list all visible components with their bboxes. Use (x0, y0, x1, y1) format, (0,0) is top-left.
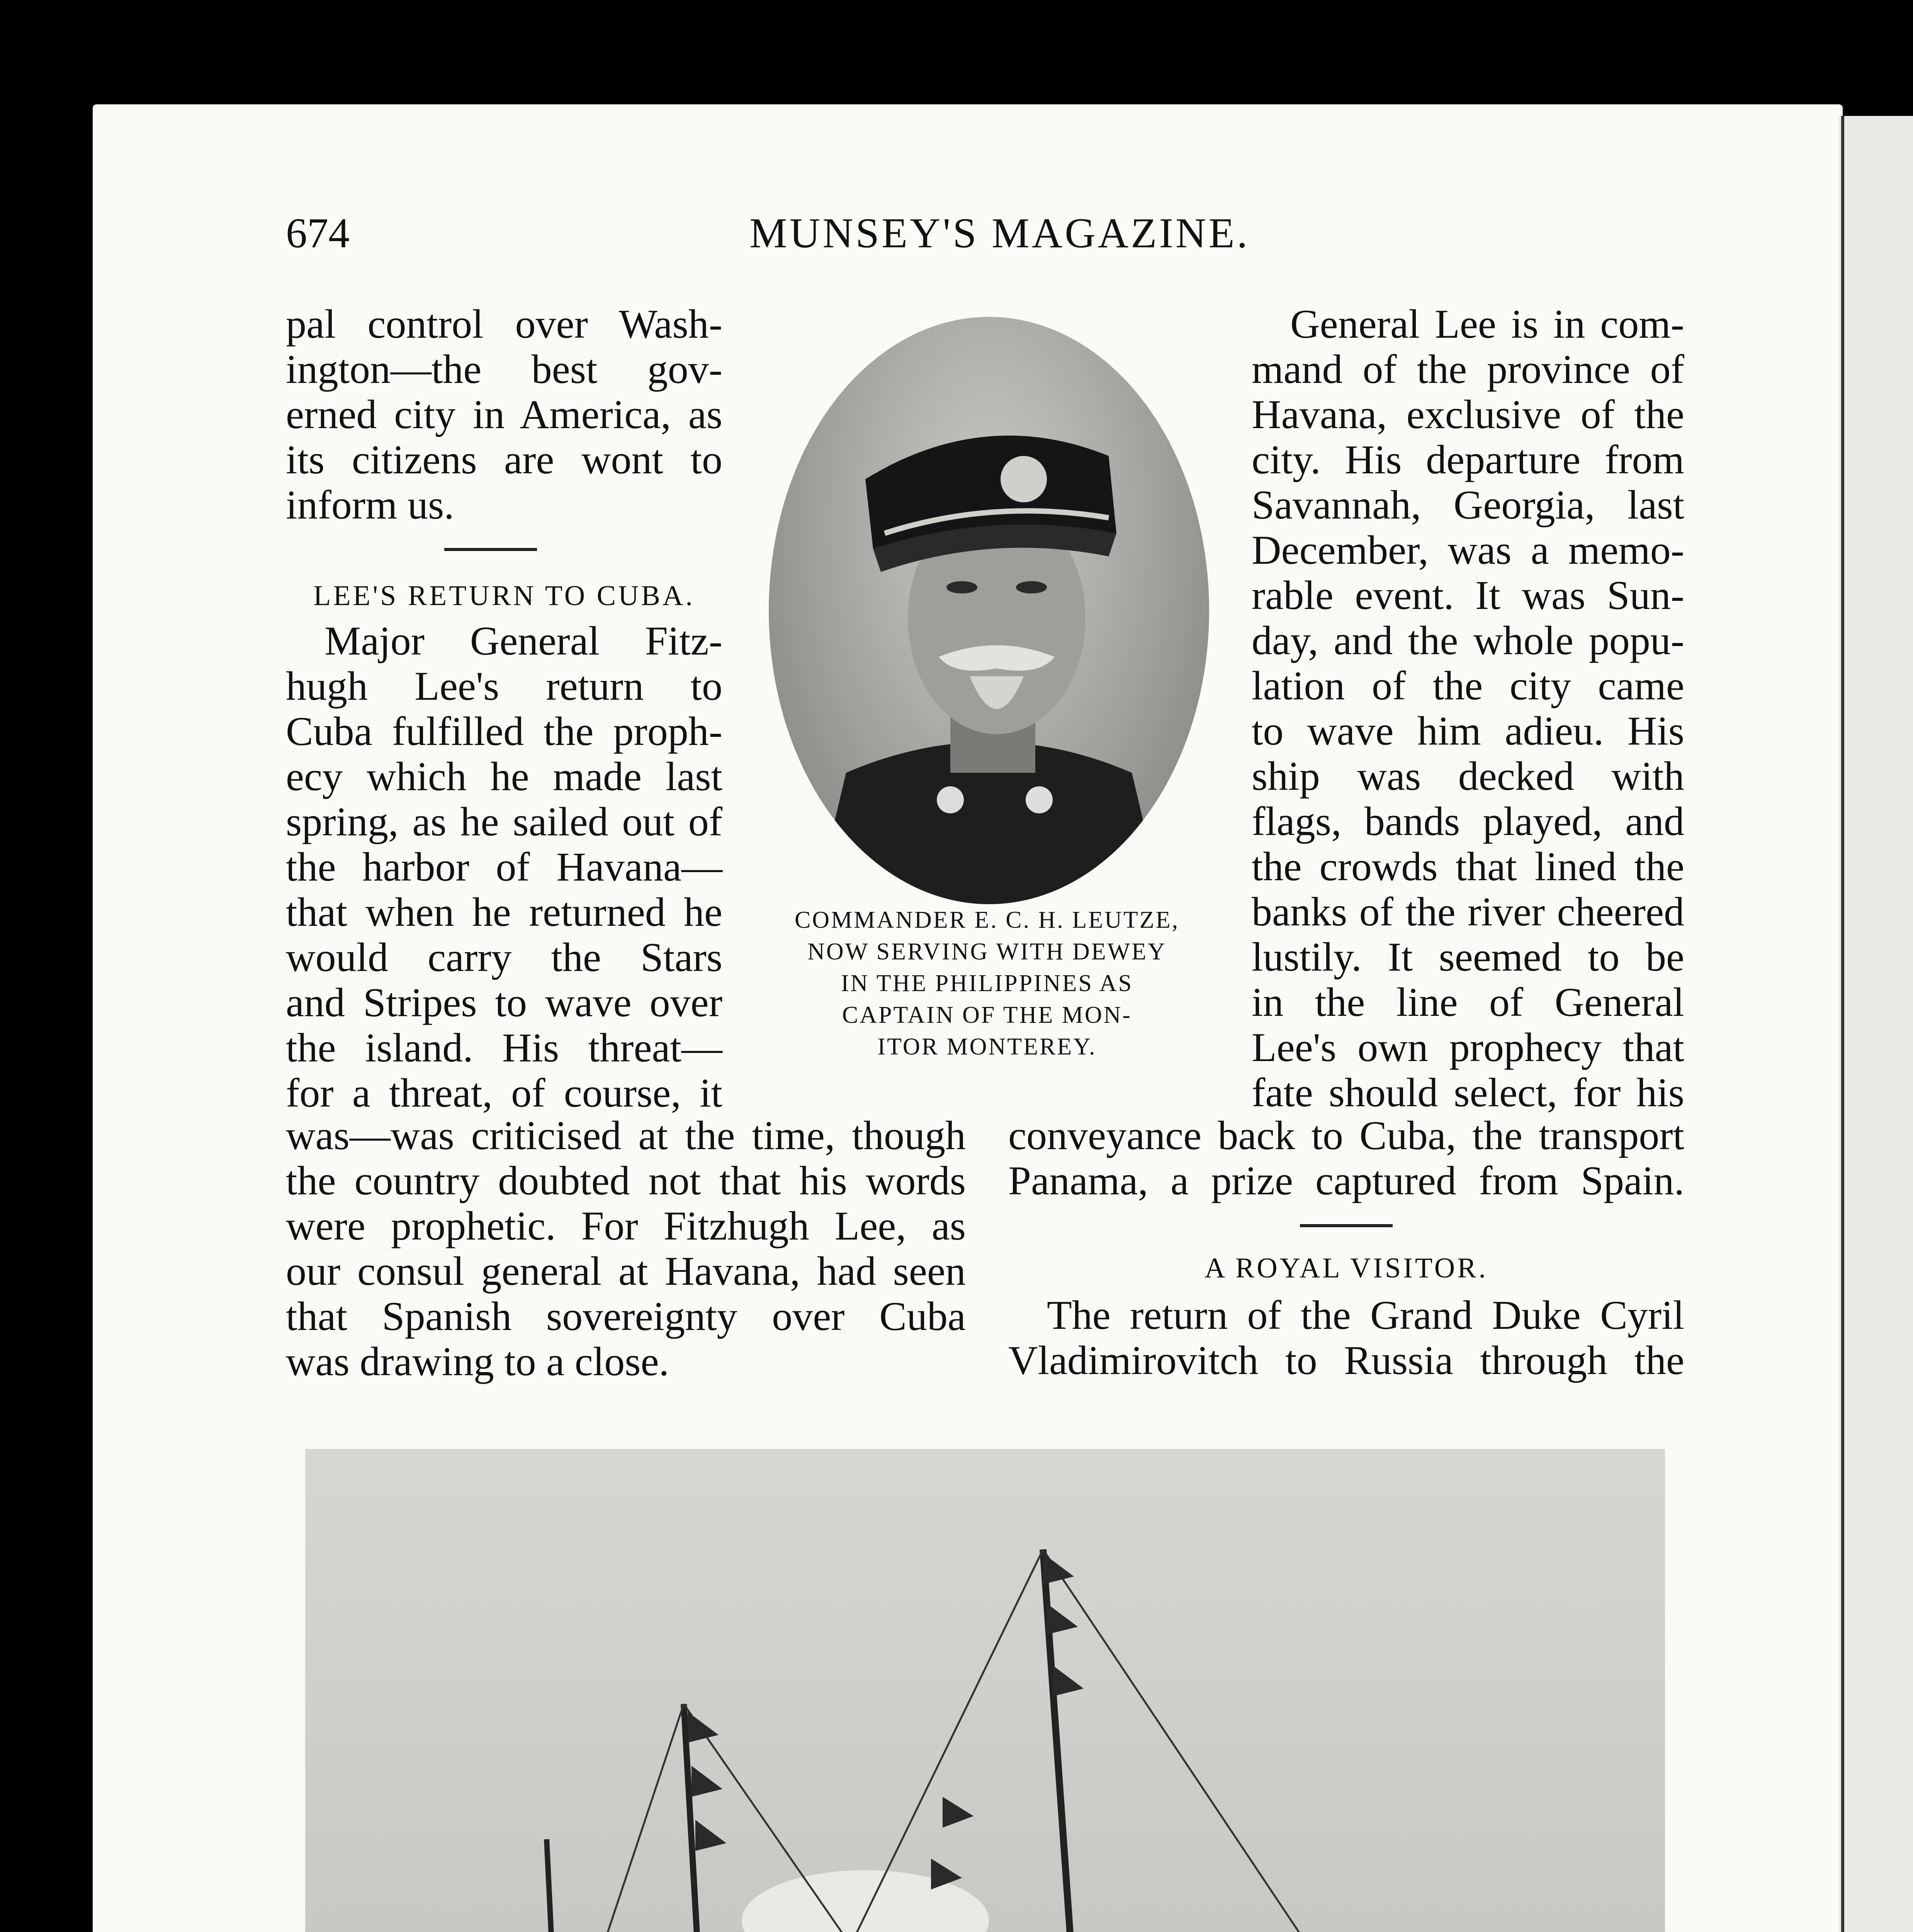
section-rule (444, 548, 537, 551)
text-line: the island. His threat— (286, 1025, 722, 1070)
section-heading-royal: A ROYAL VISITOR. (1205, 1252, 1488, 1284)
text-line: Savannah, Georgia, last (1252, 482, 1684, 527)
text-line: ecy which he made last (286, 754, 722, 799)
text-line: the country doubted not that his words (286, 1158, 966, 1203)
section-heading-lee: LEE'S RETURN TO CUBA. (313, 580, 695, 612)
text-line: its citizens are wont to (286, 437, 722, 482)
caption-line: IN THE PHILIPPINES AS (841, 970, 1133, 997)
text-line: lustily. It seemed to be (1252, 934, 1684, 980)
text-line: the crowds that lined the (1252, 844, 1684, 889)
text-line: inform us. (286, 482, 454, 527)
running-title: MUNSEY'S MAGAZINE. (749, 209, 1250, 257)
text-line: mand of the province of (1252, 347, 1684, 392)
text-line: The return of the Grand Duke Cyril (1047, 1293, 1684, 1338)
left-column (286, 301, 722, 527)
text-line: was drawing to a close. (286, 1339, 669, 1384)
text-line: flags, bands played, and (1252, 799, 1684, 844)
text-line: ship was decked with (1252, 753, 1684, 799)
text-line: Havana, exclusive of the (1252, 392, 1684, 437)
text-line: banks of the river cheered (1252, 889, 1684, 934)
text-line: city. His departure from (1252, 437, 1684, 482)
caption-line: NOW SERVING WITH DEWEY (807, 939, 1167, 965)
text-line: lation of the city came (1252, 663, 1684, 708)
text-line: Cuba fulfilled the proph- (286, 709, 722, 754)
text-line: to wave him adieu. His (1252, 708, 1684, 753)
caption-line: ITOR MONTEREY. (877, 1034, 1097, 1060)
text-line: would carry the Stars (286, 935, 722, 980)
right-column-wide (1008, 1113, 1684, 1203)
text-line: hugh Lee's return to (286, 663, 722, 709)
text-line: spring, as he sailed out of (286, 799, 722, 844)
text-line: erned city in America, as (286, 392, 722, 437)
text-line: were prophetic. For Fitzhugh Lee, as (286, 1203, 966, 1248)
text-line: ington—the best gov- (286, 347, 722, 392)
text-line: the harbor of Havana— (286, 844, 722, 889)
text-line: fate should select, for his (1252, 1070, 1684, 1115)
section-rule (1300, 1224, 1393, 1227)
text-line: our consul general at Havana, had seen (286, 1248, 966, 1294)
text-line: Panama, a prize captured from Spain. (1008, 1158, 1684, 1203)
left-column-wide (286, 1113, 966, 1384)
right-column (1252, 301, 1684, 1115)
caption-line: CAPTAIN OF THE MON- (842, 1002, 1132, 1028)
text-line: pal control over Wash- (286, 301, 722, 347)
left-column-section (286, 618, 722, 1116)
text-line: that Spanish sovereignty over Cuba (286, 1294, 966, 1339)
text-line: for a threat, of course, it (286, 1070, 722, 1116)
ship-illustration (305, 1449, 1665, 1932)
text-line: Vladimirovitch to Russia through the (1008, 1338, 1684, 1383)
text-line: Lee's own prophecy that (1252, 1025, 1684, 1070)
right-column-after (1008, 1293, 1684, 1383)
text-line: Major General Fitz- (324, 618, 722, 663)
text-line: General Lee is in com- (1290, 301, 1684, 347)
text-line: day, and the whole popu- (1252, 618, 1684, 663)
adjacent-page-edge (1839, 116, 1913, 1932)
portrait-illustration (769, 317, 1209, 904)
caption-line: COMMANDER E. C. H. LEUTZE, (794, 907, 1180, 933)
text-line: that when he returned he (286, 889, 722, 935)
text-line: and Stripes to wave over (286, 980, 722, 1025)
portrait-caption (746, 904, 1228, 1063)
text-line: December, was a memo- (1252, 527, 1684, 573)
page-number: 674 (286, 209, 350, 257)
portrait-image (769, 317, 1209, 904)
text-line: was—was criticised at the time, though (286, 1113, 966, 1158)
text-line: rable event. It was Sun- (1252, 573, 1684, 618)
text-line: conveyance back to Cuba, the transport (1008, 1113, 1684, 1158)
text-line: in the line of General (1252, 980, 1684, 1025)
ship-photo (305, 1449, 1665, 1932)
